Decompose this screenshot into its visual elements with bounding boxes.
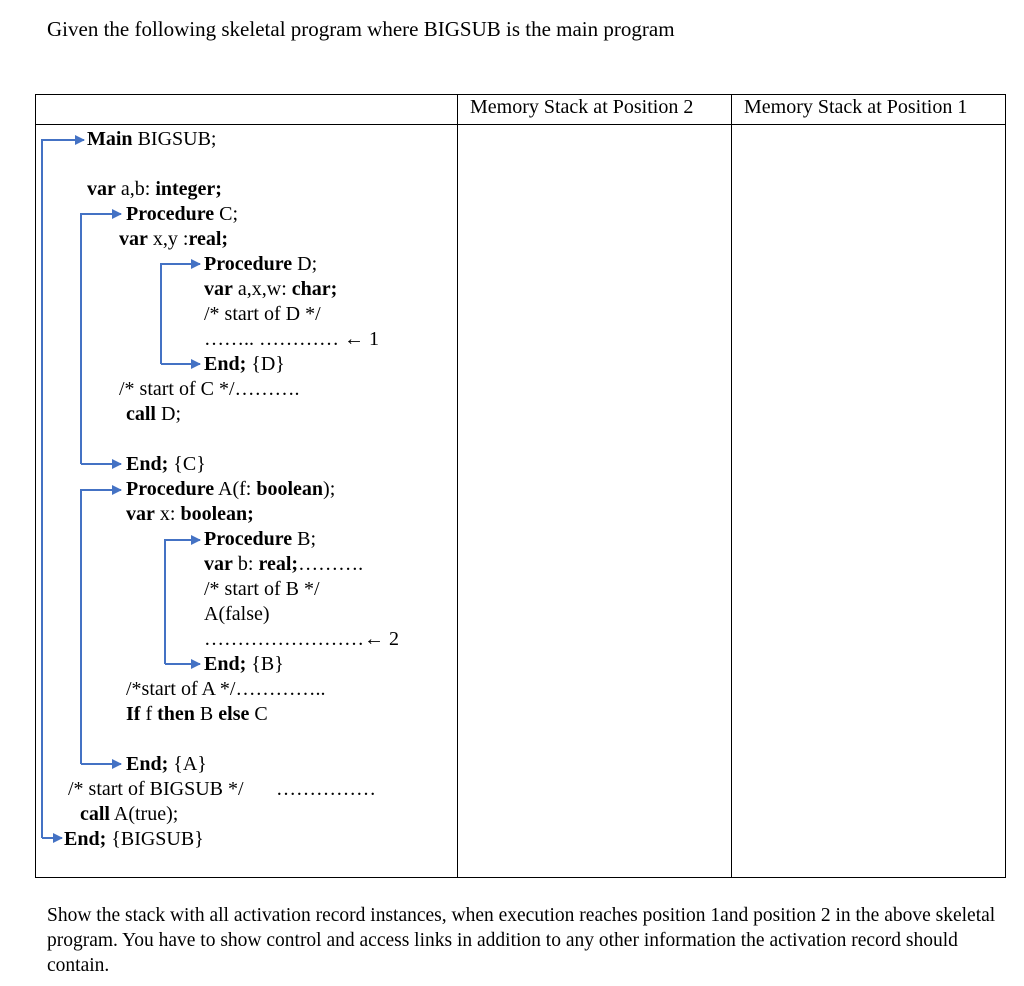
code-line: ……………………← 2 — [204, 628, 399, 650]
code-line: Procedure D; — [204, 253, 318, 275]
code-line: Procedure A(f: boolean); — [126, 478, 336, 500]
code-line: End; {BIGSUB} — [64, 828, 204, 850]
code-line: …………… — [276, 778, 376, 800]
code-line: var x: boolean; — [126, 503, 254, 525]
code-line: A(false) — [204, 603, 270, 625]
a-scope-arrow — [81, 490, 121, 764]
position-2-marker: ← 2 — [364, 628, 399, 650]
d-scope-arrow — [161, 264, 200, 364]
c-scope-arrow — [81, 214, 121, 464]
code-line: var a,b: integer; — [87, 178, 222, 200]
b-scope-arrow — [165, 540, 200, 664]
code-line: End; {A} — [126, 753, 207, 775]
code-line: call A(true); — [80, 803, 179, 825]
code-line: Procedure B; — [204, 528, 317, 550]
header-position-1: Memory Stack at Position 1 — [744, 96, 968, 118]
code-line: End; {D} — [204, 353, 285, 375]
bigsub-scope-arrow — [42, 140, 84, 838]
code-line: call D; — [126, 403, 181, 425]
header-position-2: Memory Stack at Position 2 — [470, 96, 694, 118]
code-line: /*start of A */………….. — [126, 678, 326, 700]
code-line: …….. ………… ← 1 — [204, 328, 379, 350]
code-line: var a,x,w: char; — [204, 278, 338, 300]
code-line: If f then B else C — [126, 703, 268, 725]
code-line: End; {C} — [126, 453, 206, 475]
code-line: /* start of B */ — [204, 578, 320, 600]
code-line: var x,y :real; — [119, 228, 229, 250]
code-line: /* start of BIGSUB */ — [68, 778, 244, 800]
position-1-marker: ← 1 — [344, 328, 379, 350]
code-line: End; {B} — [204, 653, 284, 675]
code-line: /* start of C */………. — [119, 378, 300, 400]
code-line: Main BIGSUB; — [87, 128, 217, 150]
code-line: Procedure C; — [126, 203, 239, 225]
code-line: var b: real;………. — [204, 553, 364, 575]
intro-text: Given the following skeletal program where BIGSUB is the main program — [47, 17, 675, 41]
code-line: /* start of D */ — [204, 303, 321, 325]
question-text: Show the stack with all activation record instances, when execution reaches position 1and position 2 in the above skeletal program. You have to show control and access links in addition to any other information the activation record should contain. — [47, 905, 996, 976]
